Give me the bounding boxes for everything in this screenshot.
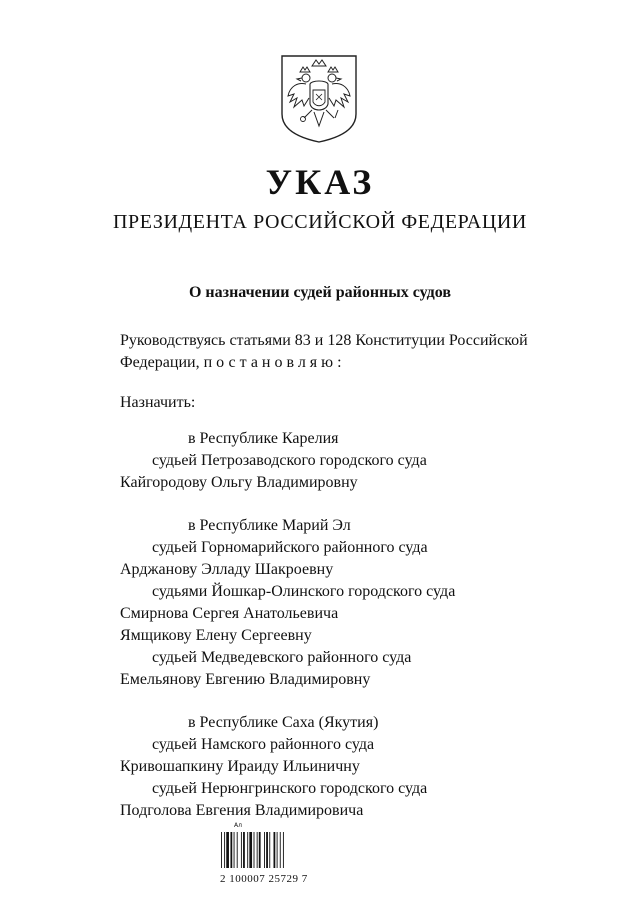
barcode-bar	[241, 832, 242, 868]
barcode-bar	[269, 832, 270, 868]
barcode-bar	[249, 832, 252, 868]
barcode-bar	[259, 832, 261, 868]
barcode-bar	[280, 832, 281, 868]
barcode-bars	[220, 832, 310, 868]
judge-name: Кривошапкину Ираиду Ильиничну	[120, 758, 360, 775]
barcode-bar	[257, 832, 258, 868]
barcode-bar	[274, 832, 276, 868]
judge-name: Арджанову Элладу Шакроевну	[120, 561, 334, 578]
preamble-line-1: Руководствуясь статьями 83 и 128 Конституции Российской	[120, 332, 528, 349]
region-sakha: в Республике Саха (Якутия)	[188, 714, 379, 731]
barcode-bar	[243, 832, 245, 868]
decree-heading: О назначении судей районных судов	[188, 284, 451, 301]
barcode-number: 2 100007 25729 7	[220, 873, 308, 885]
barcode-bar	[264, 832, 265, 868]
judge-name: Кайгородову Ольгу Владимировну	[120, 474, 358, 491]
barcode-bar	[226, 832, 229, 868]
document-barcode	[220, 822, 310, 892]
double-headed-eagle-icon	[276, 52, 362, 144]
court-karelia: судьей Петрозаводского городского суда	[152, 452, 427, 469]
barcode-bar	[283, 832, 284, 868]
judge-name: Смирнова Сергея Анатольевича	[120, 605, 339, 622]
court-mari-el-2: судьями Йошкар-Олинского городского суда	[152, 583, 456, 600]
court-mari-el-1: судьей Горномарийского районного суда	[152, 539, 428, 556]
barcode-mark: Ал	[234, 822, 242, 829]
coat-of-arms-emblem	[276, 52, 362, 144]
barcode-bar	[247, 832, 248, 868]
barcode-bar	[230, 832, 232, 868]
barcode-bar	[221, 832, 222, 868]
barcode-bar	[237, 832, 238, 868]
region-karelia: в Республике Карелия	[188, 430, 339, 447]
barcode-bar	[224, 832, 225, 868]
barcode-bar	[234, 832, 235, 868]
judge-name: Подголова Евгения Владимировича	[120, 802, 364, 819]
court-sakha-2: судьей Нерюнгринского городского суда	[152, 780, 428, 797]
decree-subtitle: ПРЕЗИДЕНТА РОССИЙСКОЙ ФЕДЕРАЦИИ	[113, 211, 527, 233]
preamble-line-2	[120, 352, 346, 374]
preamble-federation: Федерации,	[120, 354, 200, 371]
region-mari-el: в Республике Марий Эл	[188, 517, 351, 534]
court-sakha-1: судьей Намского районного суда	[152, 736, 375, 753]
barcode-bar	[277, 832, 278, 868]
preamble-resolve: постановляю:	[203, 354, 346, 371]
barcode-bar	[254, 832, 255, 868]
appoint-label: Назначить:	[120, 394, 196, 411]
barcode-bar	[266, 832, 268, 868]
decree-title: УКАЗ	[265, 162, 375, 202]
judge-name: Ямщикову Елену Сергеевну	[120, 627, 312, 644]
court-mari-el-3: судьей Медведевского районного суда	[152, 649, 412, 666]
judge-name: Емельянову Евгению Владимировну	[120, 671, 371, 688]
